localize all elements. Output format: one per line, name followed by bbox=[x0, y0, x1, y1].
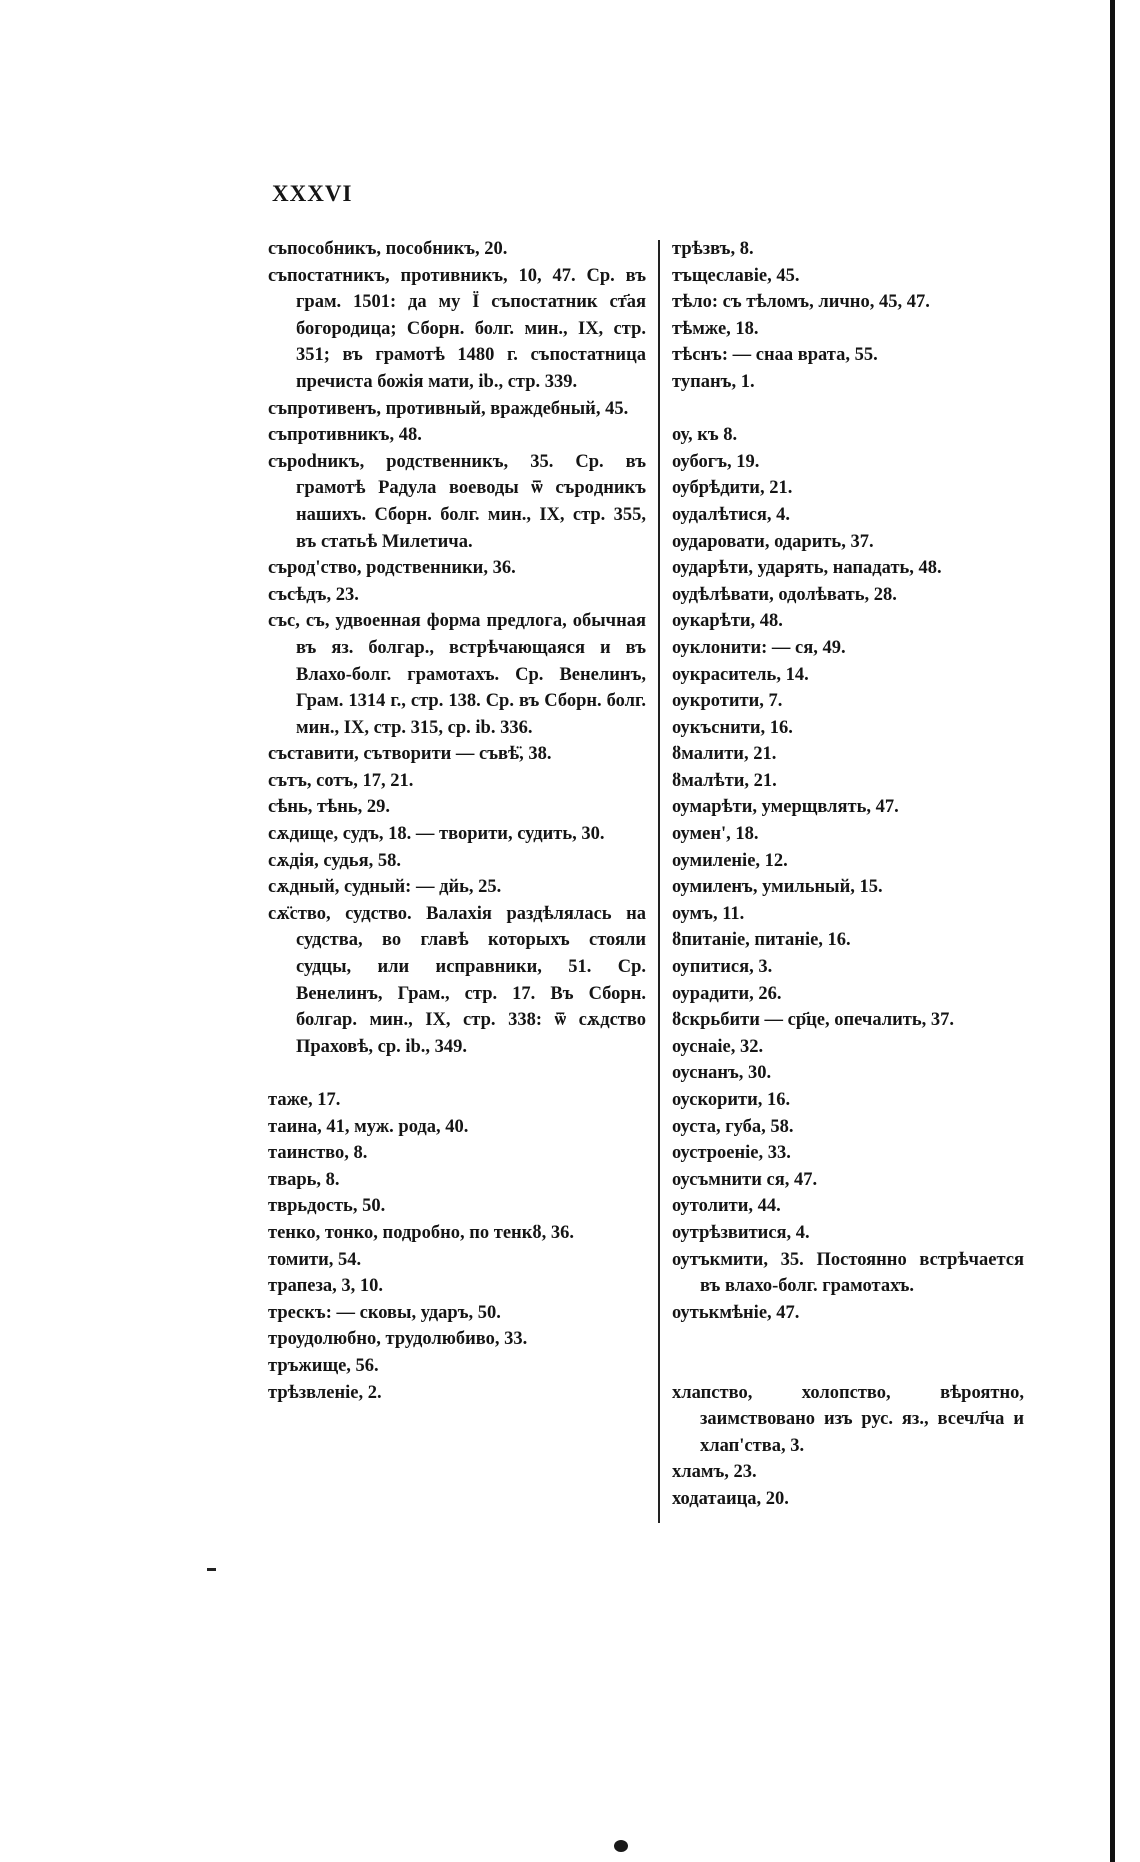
index-entry: сѫдище, судъ, 18. — творити, судить, 30. bbox=[268, 824, 605, 845]
section-gap bbox=[672, 1353, 1024, 1380]
index-entry: сѫ̈ство, судство. Валахія раздѣлялась на судства, во главѣ которыхъ стояли судцы, или исправники, 51. Ср. Венелинъ, Грам., стр. 17. Въ Сборн. болгар. мин., IX, стр. 338: ѿ сѫдство Праховѣ, ср. ib., 349. bbox=[268, 903, 646, 1057]
index-entry: хламъ, 23. bbox=[672, 1462, 757, 1483]
page-number: XXXVI bbox=[272, 181, 353, 206]
index-entry: съпостатникъ, противникъ, 10, 47. Ср. въ грам. 1501: да му Ї съпостатник ст҃ая богородица; Сборн. болг. мин., IX, стр. 351; въ грамотѣ 1480 г. съпостатница пречиста божія мати, ib., стр. 339. bbox=[268, 265, 646, 392]
index-entry: оукъснити, 16. bbox=[672, 717, 793, 738]
index-entry: троудолюбно, трудолюбиво, 33. bbox=[268, 1329, 528, 1350]
index-entry: оуснаіе, 32. bbox=[672, 1036, 764, 1057]
index-entry: тврьдость, 50. bbox=[268, 1196, 386, 1217]
index-entry: ȣпитаніе, питаніе, 16. bbox=[672, 930, 851, 951]
index-entry: оубрѣдити, 21. bbox=[672, 478, 793, 499]
index-entry: оударовати, одарить, 37. bbox=[672, 531, 874, 552]
index-entry: оусъмнити ся, 47. bbox=[672, 1169, 818, 1190]
index-entry: оутолити, 44. bbox=[672, 1196, 781, 1217]
index-entry: оубогъ, 19. bbox=[672, 451, 760, 472]
index-entry: таинство, 8. bbox=[268, 1143, 368, 1164]
index-entry: оу, къ 8. bbox=[672, 425, 738, 446]
index-entry: оудалѣтися, 4. bbox=[672, 504, 790, 525]
index-entry: оустроеніе, 33. bbox=[672, 1143, 791, 1164]
index-entry: ȣмалѣти, 21. bbox=[672, 770, 777, 791]
index-entry: оумиленъ, умильный, 15. bbox=[672, 877, 883, 898]
index-entry: оукарѣти, 48. bbox=[672, 611, 783, 632]
index-entry: тварь, 8. bbox=[268, 1169, 340, 1190]
index-entry: оудѣлѣвати, одолѣвать, 28. bbox=[672, 584, 897, 605]
index-entry: таже, 17. bbox=[268, 1090, 341, 1110]
index-entry: съпротивенъ, противный, враждебный, 45. bbox=[268, 398, 629, 419]
section-gap bbox=[672, 1326, 1024, 1353]
index-entry: оумарѣти, умерщвлять, 47. bbox=[672, 797, 899, 818]
index-entry: оутъкмити, 35. Постоянно встрѣчается въ влахо-болг. грамотахъ. bbox=[672, 1249, 1024, 1297]
index-entry: сѫдный, судный: — дйь, 25. bbox=[268, 877, 502, 898]
index-entry: оударѣти, ударять, нападать, 48. bbox=[672, 558, 942, 579]
section-gap bbox=[672, 396, 1024, 423]
index-entry: сътъ, сотъ, 17, 21. bbox=[268, 770, 414, 791]
index-entry: трѣзвъ, 8. bbox=[672, 239, 754, 259]
index-entry: оукротити, 7. bbox=[672, 691, 783, 712]
index-entry: сѣнь, тѣнь, 29. bbox=[268, 797, 391, 818]
index-entry: хлапство, холопство, вѣроятно, заимствовано изъ рус. яз., всечл҃ча и хлап'ства, 3. bbox=[672, 1382, 1024, 1456]
index-entry: съставити, сътворити — съвѣ̈, 38. bbox=[268, 744, 552, 765]
index-entry: ходатаица, 20. bbox=[672, 1488, 789, 1509]
index-entry: ȣскрьбити — ср҃це, опечалить, 37. bbox=[672, 1010, 955, 1031]
index-entry: тръжище, 56. bbox=[268, 1355, 379, 1376]
index-entry: тупанъ, 1. bbox=[672, 371, 755, 392]
index-entry: оукраситель, 14. bbox=[672, 664, 809, 685]
index-entry: трескъ: — сковы, ударъ, 50. bbox=[268, 1302, 501, 1323]
index-column-left bbox=[268, 236, 646, 1406]
index-entry: оутькмѣніе, 47. bbox=[672, 1302, 800, 1323]
index-entry: съпротивникъ, 48. bbox=[268, 425, 422, 446]
index-entry: сѫдія, судья, 58. bbox=[268, 850, 401, 871]
index-entry: сърodникъ, родственникъ, 35. Ср. въ грамотѣ Радула воеводы ѿ сърoдникъ нашихъ. Сборн. болг. мин., IX, стр. 355, въ статьѣ Милетича. bbox=[268, 451, 646, 552]
ink-blot bbox=[614, 1840, 628, 1852]
index-entry: със, съ, удвоенная форма предлога, обычная въ яз. болгар., встрѣчающаяся и въ Влахо-болг. грамотахъ. Ср. Венелинъ, Грам. 1314 г., стр. 138. Ср. въ Сборн. болг. мин., IX, стр. 315, ср. ib. 336. bbox=[268, 611, 646, 738]
index-entry: тѣснъ: — снаа врата, 55. bbox=[672, 345, 878, 366]
column-divider bbox=[658, 240, 660, 1523]
index-entry: оумъ, 11. bbox=[672, 903, 745, 924]
index-entry: оумиленіе, 12. bbox=[672, 850, 788, 871]
index-entry: тѣло: съ тѣломъ, лично, 45, 47. bbox=[672, 292, 930, 313]
index-entry: оурадити, 26. bbox=[672, 983, 782, 1004]
section-gap bbox=[268, 1060, 646, 1087]
index-entry: оутрѣзвитися, 4. bbox=[672, 1222, 810, 1243]
index-entry: трапеза, 3, 10. bbox=[268, 1276, 384, 1297]
index-entry: таина, 41, муж. рода, 40. bbox=[268, 1116, 469, 1137]
index-entry: трѣзвленіе, 2. bbox=[268, 1382, 382, 1403]
index-entry: оупитися, 3. bbox=[672, 957, 773, 978]
index-entry: оуста, губа, 58. bbox=[672, 1116, 794, 1137]
index-entry: оускорити, 16. bbox=[672, 1090, 791, 1110]
margin-mark bbox=[207, 1568, 216, 1571]
index-entry: ȣмалити, 21. bbox=[672, 744, 777, 765]
index-entry: съсѣдъ, 23. bbox=[268, 584, 359, 605]
index-entry: тенко, тонко, подробно, по тенкȣ, 36. bbox=[268, 1222, 575, 1243]
index-entry: тѣмже, 18. bbox=[672, 318, 759, 339]
index-entry: съпособникъ, пособникъ, 20. bbox=[268, 239, 508, 259]
index-column-right bbox=[672, 236, 1024, 1513]
index-entry: оумен', 18. bbox=[672, 824, 759, 845]
index-entry: тъщеславіе, 45. bbox=[672, 265, 800, 286]
index-entry: томити, 54. bbox=[268, 1249, 362, 1270]
page-edge-shadow bbox=[1110, 0, 1115, 1862]
index-entry: оуснанъ, 30. bbox=[672, 1063, 772, 1084]
index-entry: сърод'ство, родственники, 36. bbox=[268, 558, 516, 579]
index-entry: оуклонити: — ся, 49. bbox=[672, 637, 846, 658]
